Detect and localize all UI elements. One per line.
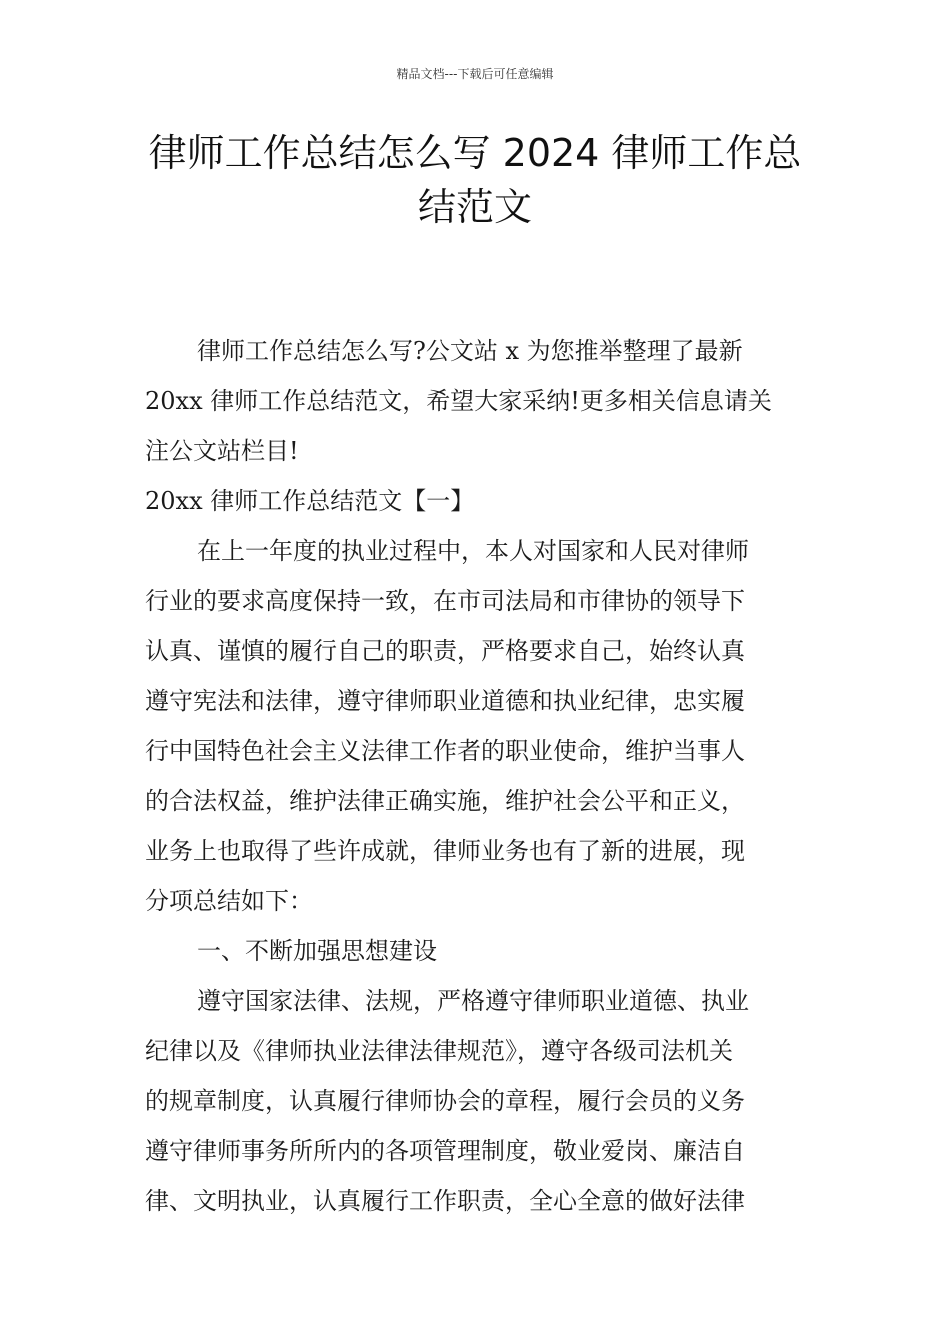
body-line: 注公文站栏目!: [145, 437, 299, 465]
document-title: [120, 126, 830, 234]
page-header-note: 精品文档---下载后可任意编辑: [396, 67, 554, 81]
document-body: [145, 326, 810, 1226]
body-line: 认真、谨慎的履行自己的职责，严格要求自己，始终认真: [145, 637, 745, 665]
body-line: 纪律以及《律师执业法律法律规范》，遵守各级司法机关: [145, 1037, 733, 1065]
body-line: 在上一年度的执业过程中，本人对国家和人民对律师: [197, 537, 749, 565]
title-line: 结范文: [417, 185, 532, 229]
title-line: 律师工作总结怎么写 2024 律师工作总: [148, 131, 802, 175]
subsection-heading: 一、不断加强思想建设: [197, 937, 437, 965]
body-line: 行中国特色社会主义法律工作者的职业使命，维护当事人: [145, 737, 745, 765]
body-line: 的规章制度，认真履行律师协会的章程，履行会员的义务: [145, 1087, 745, 1115]
body-line: 业务上也取得了些许成就，律师业务也有了新的进展，现: [145, 837, 745, 865]
body-line: 律、文明执业，认真履行工作职责，全心全意的做好法律: [145, 1187, 745, 1215]
section-heading: 20xx 律师工作总结范文【一】: [145, 487, 475, 515]
body-line: 遵守宪法和法律，遵守律师职业道德和执业纪律，忠实履: [145, 687, 745, 715]
body-line: 行业的要求高度保持一致，在市司法局和市律协的领导下: [145, 587, 745, 615]
body-line: 遵守律师事务所所内的各项管理制度，敬业爱岗、廉洁自: [145, 1137, 745, 1165]
body-line: 律师工作总结怎么写?公文站 x 为您推举整理了最新: [197, 337, 743, 365]
body-line: 20xx 律师工作总结范文，希望大家采纳!更多相关信息请关: [145, 387, 772, 415]
body-line: 遵守国家法律、法规，严格遵守律师职业道德、执业: [197, 987, 749, 1015]
body-line: 分项总结如下：: [145, 887, 313, 915]
body-line: 的合法权益，维护法律正确实施，维护社会公平和正义，: [145, 787, 745, 815]
